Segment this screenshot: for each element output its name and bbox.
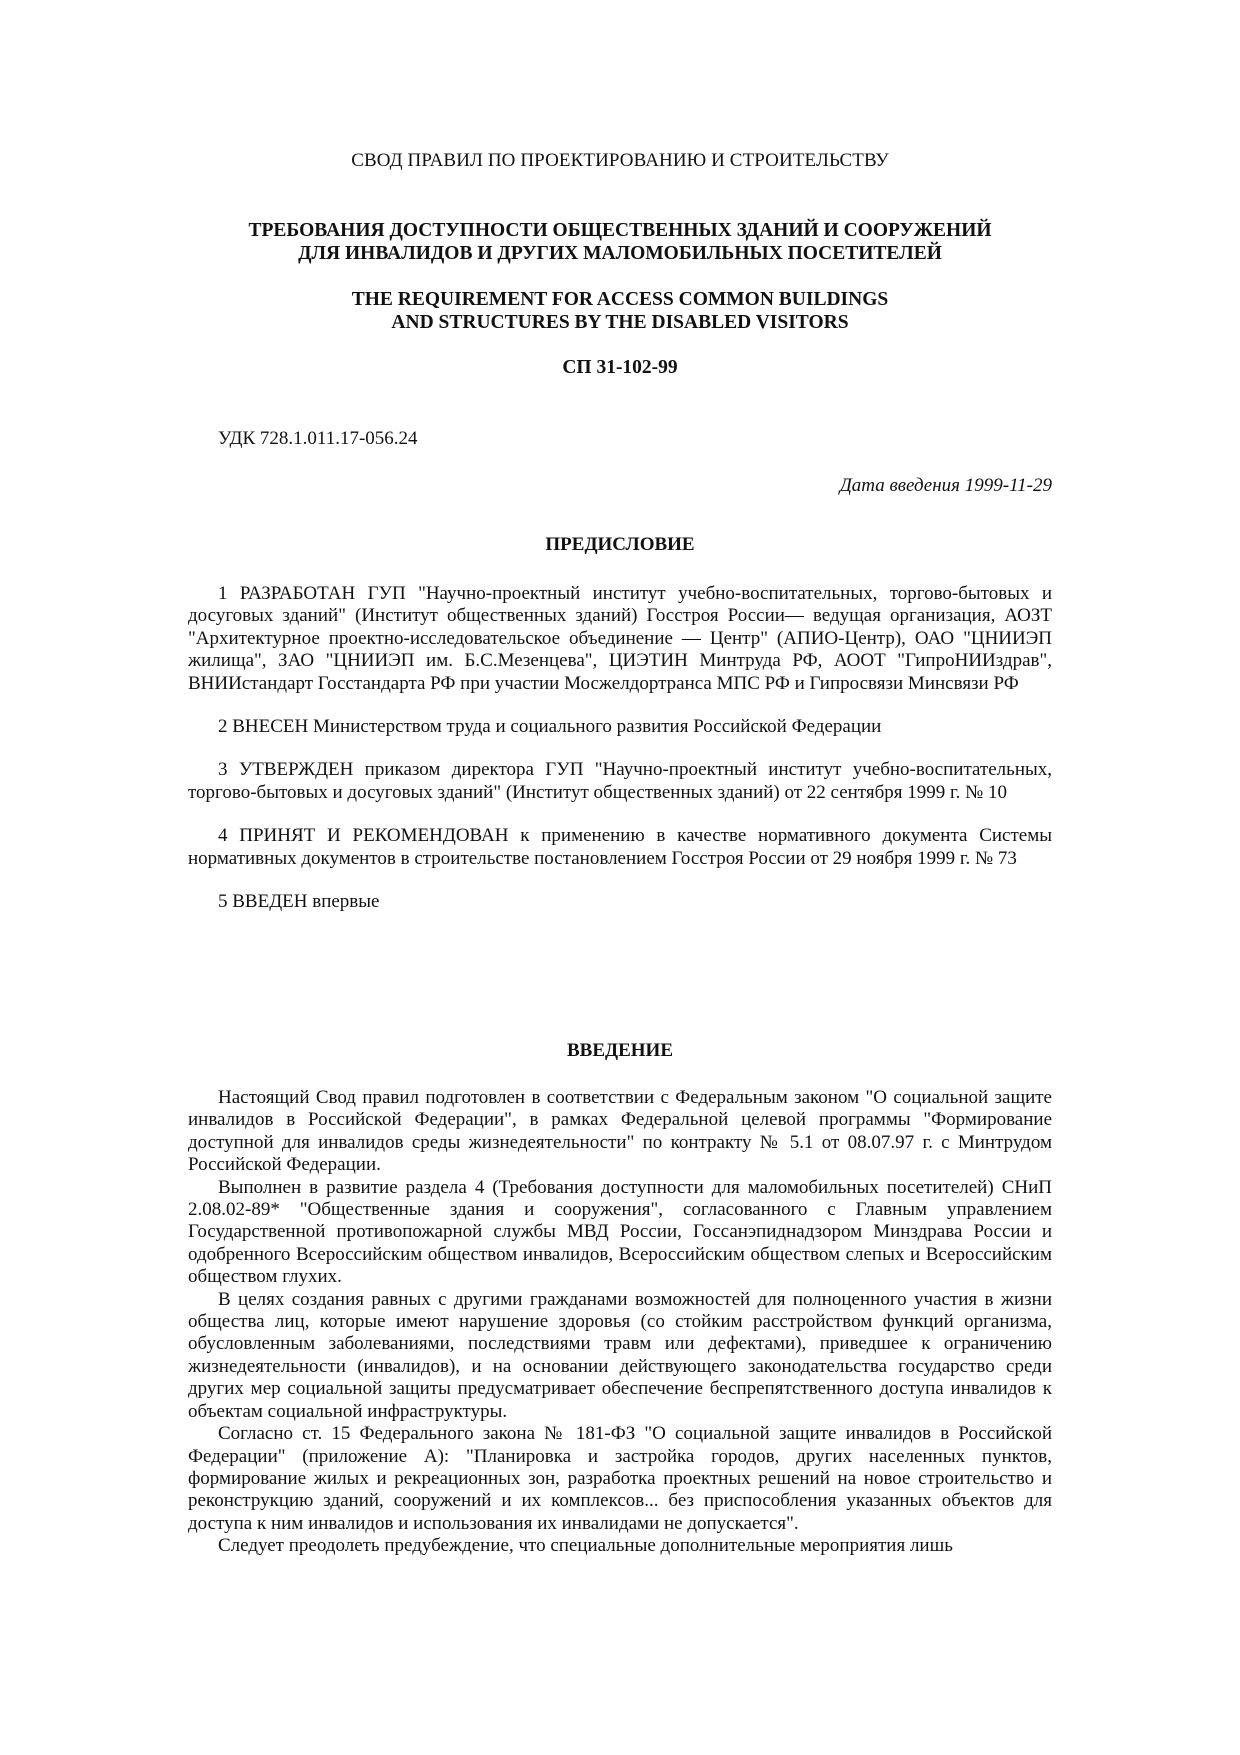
document-title-en: [188, 288, 1052, 334]
title-ru-line: ДЛЯ ИНВАЛИДОВ И ДРУГИХ МАЛОМОБИЛЬНЫХ ПОСЕТИТЕЛЕЙ: [298, 243, 942, 264]
title-en-line: AND STRUCTURES BY THE DISABLED VISITORS: [391, 312, 849, 333]
preface-item: 5 ВВЕДЕН впервые: [218, 891, 380, 913]
preface-heading: ПРЕДИСЛОВИЕ: [545, 534, 695, 555]
udk-code: УДК 728.1.011.17-056.24: [218, 428, 418, 449]
preface-item: 4 ПРИНЯТ И РЕКОМЕНДОВАН к применению в качестве нормативного документа Системы нормативных документов в строительстве постановлением Госстроя России от 29 ноября 1999 г. № 73: [188, 825, 1052, 869]
introduction-paragraph: Следует преодолеть предубеждение, что специальные дополнительные мероприятия лишь: [218, 1535, 953, 1557]
title-en-line: THE REQUIREMENT FOR ACCESS COMMON BUILDINGS: [351, 289, 889, 310]
preface-item: 3 УТВЕРЖДЕН приказом директора ГУП "Научно-проектный институт учебно-воспитательных, торгово-бытовых и досуговых зданий" (Институт общественных зданий) от 22 сентября 1999 г. № 10: [188, 759, 1052, 803]
introduction-date: Дата введения 1999-11-29: [839, 475, 1052, 496]
document-code: СП 31-102-99: [562, 357, 678, 378]
introduction-paragraph: Выполнен в развитие раздела 4 (Требования доступности для маломобильных посетителей) СНиП 2.08.02-89* "Общественные здания и сооружения", согласованного с Главным управлением Государственной противопожарной службы МВД России, Госсанэпиднадзором Минздрава России и одобренного Всероссийским обществом инвалидов, Всероссийским обществом слепых и Всероссийским обществом глухих.: [188, 1176, 1052, 1288]
introduction-heading: ВВЕДЕНИЕ: [567, 1040, 673, 1061]
document-title-ru: [188, 219, 1052, 265]
document-series: СВОД ПРАВИЛ ПО ПРОЕКТИРОВАНИЮ И СТРОИТЕЛЬСТВУ: [351, 150, 889, 171]
introduction-section: [188, 1087, 1052, 1558]
introduction-paragraph: Согласно ст. 15 Федерального закона № 181-ФЗ "О социальной защите инвалидов в Российской Федерации" (приложение А): "Планировка и застройка городов, других населенных пунктов, формирование жилых и рекреационных зон, разработка проектных решений на новое строительство и реконструкцию зданий, сооружений и их комплексов... без приспособления указанных объектов для доступа к ним инвалидов и использования их инвалидами не допускается".: [188, 1423, 1052, 1534]
introduction-paragraph: В целях создания равных с другими гражданами возможностей для полноценного участия в жизни общества лиц, которые имеют нарушение здоровья (со стойким расстройством функций организма, обусловленным заболеваниями, последствиями травм или дефектами), приведшее к ограничению жизнедеятельности (инвалидов), и на основании действующего законодательства государство среди других мер социальной защиты предусматривает обеспечение беспрепятственного доступа инвалидов к объектам социальной инфраструктуры.: [188, 1288, 1052, 1422]
title-ru-line: ТРЕБОВАНИЯ ДОСТУПНОСТИ ОБЩЕСТВЕННЫХ ЗДАНИЙ И СООРУЖЕНИЙ: [248, 220, 992, 241]
preface-item: 2 ВНЕСЕН Министерством труда и социального развития Российской Федерации: [218, 716, 882, 738]
preface-section: [188, 583, 1052, 913]
preface-item: 1 РАЗРАБОТАН ГУП "Научно-проектный институт учебно-воспитательных, торгово-бытовых и досуговых зданий" (Институт общественных зданий) Госстроя России— ведущая организация, АОЗТ "Архитектурное проектно-исследовательское объединение — Центр" (АПИО-Центр), ОАО "ЦНИИЭП жилища", ЗАО "ЦНИИЭП им. Б.С.Мезенцева", ЦИЭТИН Минтруда РФ, АООТ "ГипроНИИздрав", ВНИИстандарт Госстандарта РФ при участии Мосжелдортранса МПС РФ и Гипросвязи Минсвязи РФ: [188, 583, 1052, 694]
introduction-paragraph: Настоящий Свод правил подготовлен в соответствии с Федеральным законом "О социальной защите инвалидов в Российской Федерации", в рамках Федеральной целевой программы "Формирование доступной для инвалидов среды жизнедеятельности" по контракту № 5.1 от 08.07.97 г. с Минтрудом Российской Федерации.: [188, 1087, 1052, 1176]
